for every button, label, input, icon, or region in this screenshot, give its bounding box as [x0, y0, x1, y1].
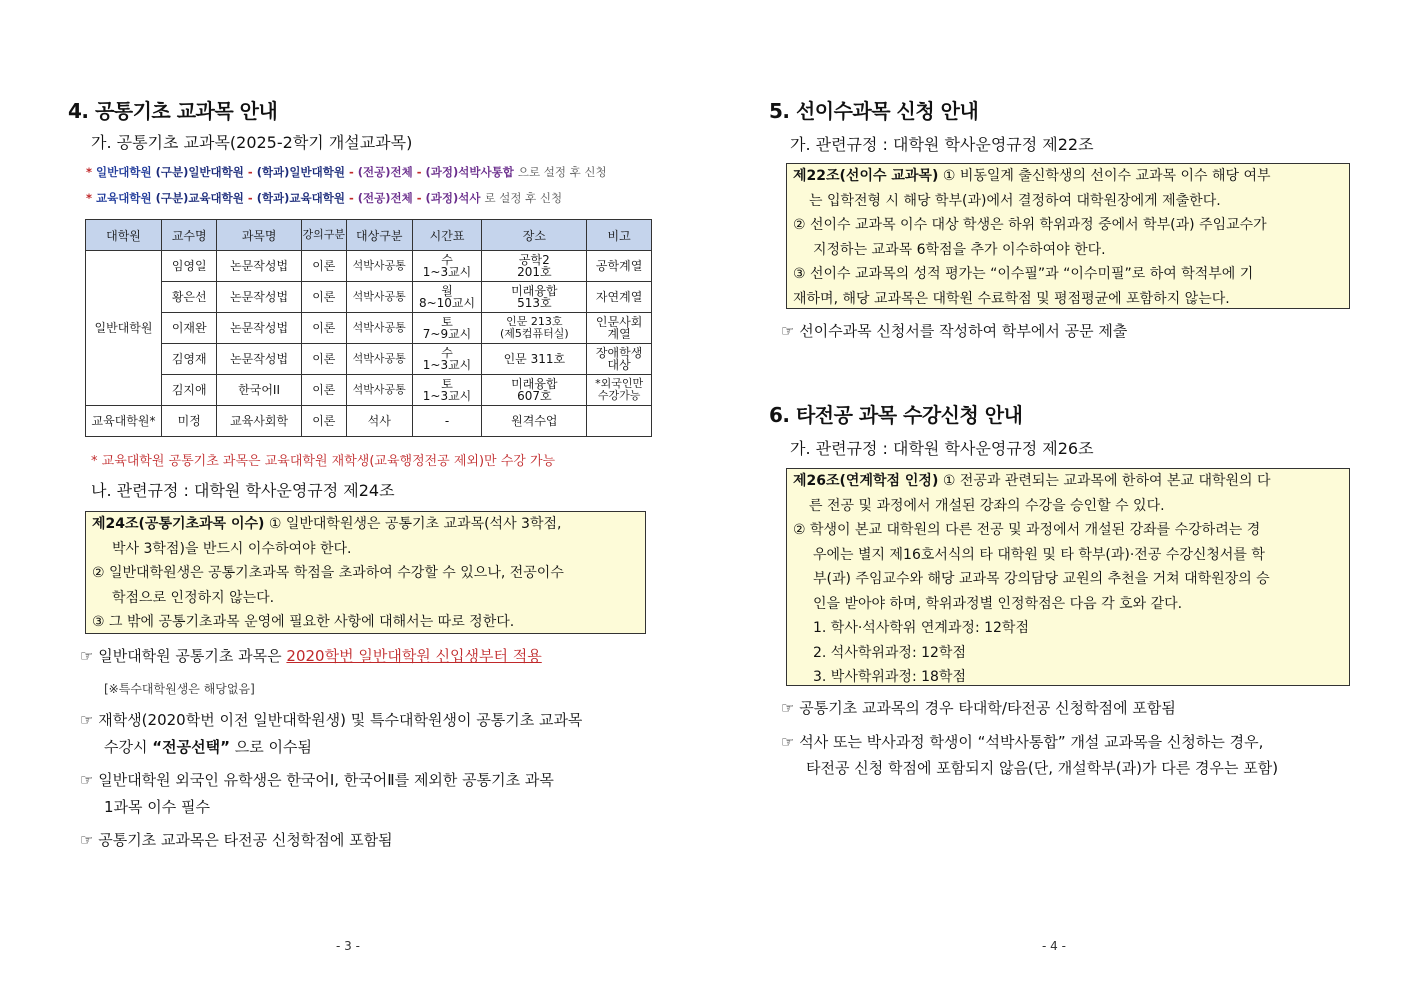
- note-part: (구분)일반대학원: [155, 165, 244, 179]
- group-cell: 일반대학원: [86, 251, 162, 406]
- table-cell: 석박사공통: [346, 251, 412, 282]
- note-tail: 로 설정 후 신청: [484, 191, 563, 205]
- box-line: 는 입학전형 시 해당 학부(과)에서 결정하여 대학원장에게 제출한다.: [809, 192, 1221, 209]
- table-header-row: [86, 220, 652, 251]
- bullet-prereq-form: ☞ 선이수과목 신청서를 작성하여 학부에서 공문 제출: [781, 322, 1128, 340]
- article-24-box: [85, 511, 646, 634]
- table-row: [86, 344, 652, 375]
- table-cell: 임영일: [162, 251, 217, 282]
- box-item: 2. 석사학위과정: 12학점: [813, 644, 966, 661]
- box-line: ② 일반대학원생은 공통기초과목 학점을 초과하여 수강할 수 있으나, 전공이수: [92, 565, 564, 581]
- box-line: 학점으로 인정하지 않는다.: [112, 589, 275, 606]
- note-part: (구분)교육대학원: [155, 191, 244, 205]
- box-line: ③ 선이수 교과목의 성적 평가는 “이수필”과 “이수미필”로 하여 학적부에 기: [793, 266, 1254, 282]
- box-line: ① 일반대학원생은 공통기초 교과목(석사 3학점,: [268, 516, 562, 532]
- box-line: 재하며, 해당 교과목은 대학원 수료학점 및 평점평균에 포함하지 않는다.: [793, 290, 1230, 307]
- table-cell: 교육대학원*: [86, 406, 162, 437]
- note-star: *: [86, 165, 93, 179]
- table-cell: 한국어II: [217, 375, 301, 406]
- article-title: 제22조(선이수 교과목): [793, 168, 939, 184]
- table-cell: 황은선: [162, 282, 217, 313]
- table-cell: 토 7~9교시: [412, 313, 482, 344]
- col-header: 과목명: [217, 220, 301, 251]
- article-22-box: [786, 163, 1350, 309]
- bullet-apply-from-2020: [80, 645, 542, 666]
- section-6-heading: 6. 타전공 과목 수강신청 안내: [769, 403, 1023, 427]
- bullet-other-major: ☞ 공통기초 교과목은 타전공 신청학점에 포함됨: [80, 831, 393, 849]
- box-line: ① 비동일계 출신학생의 선이수 교과목 이수 해당 여부: [942, 168, 1271, 184]
- box-line: 지정하는 교과목 6학점을 추가 이수하여야 한다.: [813, 241, 1106, 258]
- special-grad-note: [※특수대학원생은 해당없음]: [104, 682, 255, 696]
- col-header: 시간표: [412, 220, 482, 251]
- table-cell: 미정: [162, 406, 217, 437]
- table-cell: 이론: [301, 406, 346, 437]
- table-cell: 미래융합 607호: [482, 375, 587, 406]
- note-part: (과정)석박사통합: [425, 165, 514, 179]
- note-part: (전공)전체: [357, 165, 413, 179]
- table-cell: 공학계열: [587, 251, 652, 282]
- col-header: 장소: [482, 220, 587, 251]
- bold-text: “전공선택”: [152, 738, 230, 756]
- bullet-common-course-credit: ☞ 공통기초 교과목의 경우 타대학/타전공 신청학점에 포함됨: [781, 699, 1176, 717]
- table-cell: [587, 406, 652, 437]
- box-line: 우에는 별지 제16호서식의 타 대학원 및 타 학부(과)·전공 수강신청서를 학: [813, 546, 1265, 563]
- note-part: (학과)교육대학원: [256, 191, 345, 205]
- page-number-right: - 4 -: [1042, 939, 1066, 953]
- note-part: 일반대학원: [96, 165, 152, 179]
- note-part: -: [348, 191, 354, 205]
- table-cell: 인문 311호: [482, 344, 587, 375]
- note-tail: 으로 설정 후 신청: [517, 165, 607, 179]
- table-cell: 논문작성법: [217, 344, 301, 375]
- table-cell: -: [412, 406, 482, 437]
- table-cell: 장애학생 대상: [587, 344, 652, 375]
- table-cell: 이론: [301, 313, 346, 344]
- table-cell: 석박사공통: [346, 344, 412, 375]
- note-part: (과정)석사: [425, 191, 481, 205]
- box-item: 3. 박사학위과정: 18학점: [813, 669, 966, 685]
- note-part: (학과)일반대학원: [256, 165, 345, 179]
- box-line: 른 전공 및 과정에서 개설된 강좌의 수강을 승인할 수 있다.: [809, 497, 1165, 514]
- col-header: 대상구분: [346, 220, 412, 251]
- col-header: 대학원: [86, 220, 162, 251]
- col-header: 강의구분: [301, 220, 346, 251]
- table-row: [86, 251, 652, 282]
- table-cell: 석박사공통: [346, 282, 412, 313]
- col-header: 교수명: [162, 220, 217, 251]
- table-cell: 이론: [301, 344, 346, 375]
- table-cell: 논문작성법: [217, 282, 301, 313]
- page-number-left: - 3 -: [336, 939, 360, 953]
- highlight-text: 2020학번 일반대학원 신입생부터 적용: [286, 647, 542, 665]
- bullet-existing-students: ☞ 재학생(2020학번 이전 일반대학원생) 및 특수대학원생이 공통기초 교과목: [80, 711, 583, 729]
- box-line: 박사 3학점)을 반드시 이수하여야 한다.: [112, 540, 352, 557]
- table-cell: 원격수업: [482, 406, 587, 437]
- education-grad-setting-note: [86, 190, 562, 206]
- common-course-table: [85, 219, 652, 437]
- table-cell: 논문작성법: [217, 313, 301, 344]
- bullet-existing-students-cont: [104, 736, 312, 757]
- box-line: 부(과) 주임교수와 해당 교과목 강의담당 교원의 추천을 거쳐 대학원장의 승: [813, 571, 1270, 587]
- subsection-a: 가. 공통기초 교과목(2025-2학기 개설교과목): [91, 133, 413, 152]
- table-cell: 석박사공통: [346, 375, 412, 406]
- box-item: 1. 학사·석사학위 연계과정: 12학점: [813, 620, 1029, 636]
- note-part: -: [416, 191, 422, 205]
- col-header: 비고: [587, 220, 652, 251]
- bullet-foreign-students-cont: 1과목 이수 필수: [104, 798, 211, 816]
- table-cell: *외국인만 수강가능: [587, 375, 652, 406]
- table-footnote: * 교육대학원 공통기초 과목은 교육대학원 재학생(교육행정전공 제외)만 수강 가능: [91, 454, 556, 469]
- subsection-6a: 가. 관련규정 : 대학원 학사운영규정 제26조: [790, 439, 1094, 458]
- note-star: *: [86, 191, 93, 205]
- note-part: -: [416, 165, 422, 179]
- table-row: [86, 313, 652, 344]
- note-part: -: [348, 165, 354, 179]
- table-cell: 토 1~3교시: [412, 375, 482, 406]
- subsection-b: 나. 관련규정 : 대학원 학사운영규정 제24조: [91, 481, 395, 500]
- section-5-heading: 5. 선이수과목 신청 안내: [769, 99, 979, 123]
- table-cell: 석사: [346, 406, 412, 437]
- bullet-integrated-course-cont: 타전공 신청 학점에 포함되지 않음(단, 개설학부(과)가 다른 경우는 포함): [806, 759, 1279, 777]
- table-cell: 인문 213호 (제5컴퓨터실): [482, 313, 587, 344]
- table-cell: 이론: [301, 282, 346, 313]
- bullet-integrated-course: ☞ 석사 또는 박사과정 학생이 “석박사통합” 개설 교과목을 신청하는 경우,: [781, 733, 1264, 751]
- table-cell: 이론: [301, 251, 346, 282]
- article-title: 제26조(연계학점 인정): [793, 473, 939, 489]
- bullet-text: 수강시: [104, 738, 148, 756]
- table-row: [86, 406, 652, 437]
- note-part: -: [247, 191, 253, 205]
- table-cell: 김지애: [162, 375, 217, 406]
- box-line: ① 전공과 관련되는 교과목에 한하여 본교 대학원의 다: [942, 473, 1271, 489]
- table-row: [86, 282, 652, 313]
- table-cell: 이론: [301, 375, 346, 406]
- table-cell: 인문사회 계열: [587, 313, 652, 344]
- article-title: 제24조(공통기초과목 이수): [92, 516, 265, 532]
- general-grad-setting-note: [86, 164, 607, 180]
- bullet-text: 으로 이수됨: [234, 738, 312, 756]
- box-line: ② 학생이 본교 대학원의 다른 전공 및 과정에서 개설된 강좌를 수강하려는 경: [793, 522, 1261, 538]
- box-line: ③ 그 밖에 공통기초과목 운영에 필요한 사항에 대해서는 따로 정한다.: [92, 614, 515, 630]
- table-cell: 수 1~3교시: [412, 251, 482, 282]
- note-part: -: [247, 165, 253, 179]
- section-4-heading: 4. 공통기초 교과목 안내: [68, 99, 278, 123]
- article-26-box: [786, 468, 1350, 686]
- note-part: (전공)전체: [357, 191, 413, 205]
- subsection-5a: 가. 관련규정 : 대학원 학사운영규정 제22조: [790, 135, 1094, 154]
- table-cell: 공학2 201호: [482, 251, 587, 282]
- table-cell: 월 8~10교시: [412, 282, 482, 313]
- box-line: 인을 받아야 하며, 학위과정별 인정학점은 다음 각 호와 같다.: [813, 595, 1183, 612]
- table-cell: 자연계열: [587, 282, 652, 313]
- bullet-text: ☞ 일반대학원 공통기초 과목은: [80, 647, 282, 665]
- note-part: 교육대학원: [96, 191, 152, 205]
- bullet-foreign-students: ☞ 일반대학원 외국인 유학생은 한국어Ⅰ, 한국어Ⅱ를 제외한 공통기초 과목: [80, 771, 554, 789]
- table-cell: 교육사회학: [217, 406, 301, 437]
- box-line: ② 선이수 교과목 이수 대상 학생은 하위 학위과정 중에서 학부(과) 주임교수가: [793, 217, 1267, 233]
- table-cell: 김영재: [162, 344, 217, 375]
- table-cell: 논문작성법: [217, 251, 301, 282]
- table-cell: 이재완: [162, 313, 217, 344]
- table-row: [86, 375, 652, 406]
- table-cell: 석박사공통: [346, 313, 412, 344]
- table-cell: 수 1~3교시: [412, 344, 482, 375]
- table-cell: 미래융합 513호: [482, 282, 587, 313]
